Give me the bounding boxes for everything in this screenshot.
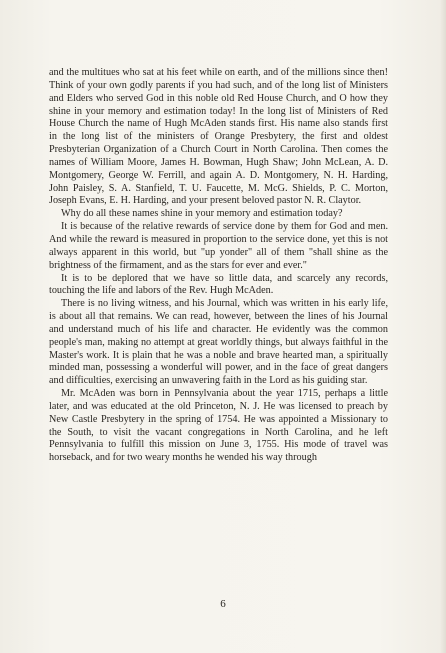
page-number: 6	[220, 598, 226, 610]
paragraph-rewards: It is because of the relative rewards of service done by them for God and men. And while the reward is measured in proportion to the service done, yet this is not always apparent in this world, but "up yonder" all of them "shall shine as the brightness of the firmament, and as the stars for ever and ever."	[49, 221, 388, 271]
paragraph-biography: Mr. McAden was born in Pennsylvania about the year 1715, perhaps a little later, and was educated at the old Princeton, N. J. He was licensed to preach by New Castle Presbytery in the spring of 1754. He was appointed a Missionary to the South, to visit the vacant congregations in North Carolina, and he left Pennsylvania to fulfill this mission on June 3, 1755. His mode of travel was horseback, and for two weary months he wended his way through	[49, 388, 388, 464]
page-edge-shadow	[440, 0, 446, 653]
paragraph-records: It is to be deplored that we have so little data, and scarcely any records, touching the life and labors of the Rev. Hugh McAden.	[49, 272, 388, 297]
paragraph-journal: There is no living witness, and his Journal, which was written in his early life, is about all that remains. We can read, however, between the lines of his Journal and understand much of his life and character. He evidently was the common people's man, making no attempt at great worldly things, but always faithful in the Master's work. It is plain that he was a noble and brave hearted man, a spiritually minded man, possessing a wonderful will power, and in the face of great dangers and difficulties, exercising an unwavering faith in the Lord as his guiding star.	[49, 298, 388, 387]
paragraph-question: Why do all these names shine in your memory and estimation today?	[61, 208, 343, 220]
paragraph-continuation: and the multitues who sat at his feet while on earth, and of the millions since then! Think of your own godly parents if you had such, and of the long list of Ministers and Elders who served God in this noble old Red House Church, and O how they shine in your memory and estimation today! In the long list of Ministers of Red House Church the name of Hugh McAden stands first. His name also stands first in the long list of the ministers of Orange Presbytery, the first and oldest Presbyterian Organization of a Church Court in North Carolina. Then comes the names of William Moore, James H. Bowman, Hugh Shaw; John McLean, A. D. Montgomery, George W. Ferrill, and again A. D. Montgomery, N. H. Harding, John Paisley, S. A. Stanfield, T. U. Faucette, M. McG. Shields, P. C. Morton, Joseph Evans, E. H. Harding, and your present beloved pastor N. R. Claytor.	[49, 67, 388, 207]
body-text	[49, 67, 388, 465]
